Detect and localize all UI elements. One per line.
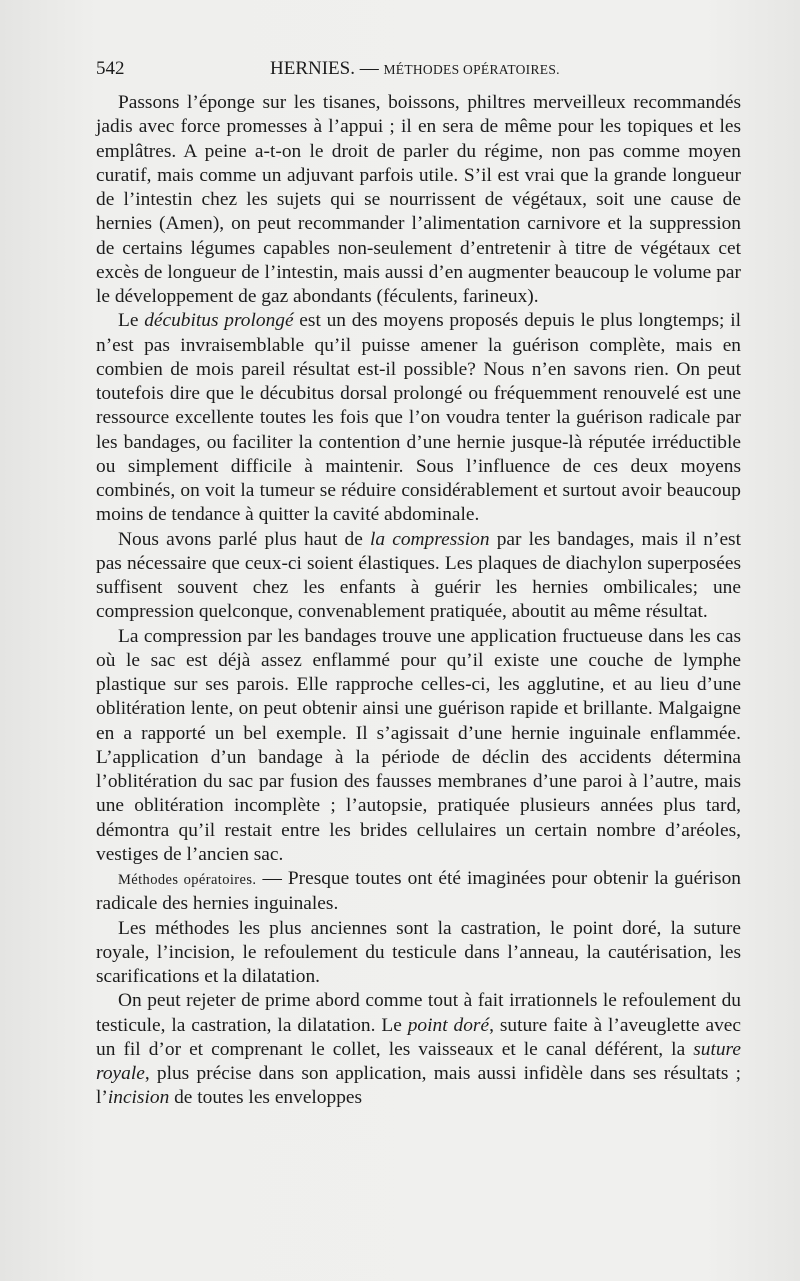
paragraph-text: — Presque toutes ont été imaginées pour obtenir la guérison radicale des hernies inguinales. [96,868,741,915]
running-title [270,58,560,80]
italic-term: incision [107,1087,170,1109]
paragraph-text: Passons l’éponge sur les tisanes, boissons, philtres merveilleux recommandés jadis avec force promesses à l’appui ; il en sera de même pour les topiques et les emplâtres. A peine a-t-on le droit de parler du régime, non pas comme moyen curatif, mais comme un adjuvant parfois utile. S’il est vrai que la grande longueur de l’intestin chez les sujets qui se nourrissent de végétaux, soit une cause de hernies (Amen), on peut recommander l’alimentation carnivore et la suppression de certains légumes capables non-seulement d’entretenir à titre de végétaux cet excès de longueur de l’intestin, mais aussi d’en augmenter beaucoup le volume par le développement de gaz abondants (féculents, farineux). [96,92,741,307]
paragraph-text: Nous avons parlé plus haut de [118,528,370,550]
paragraph-rejected-methods [96,989,741,1110]
paragraph-text: On peut rejeter de prime abord comme tout à fait irrationnels le refoulement du testicule, la castration, la dilatation. Le [96,990,741,1036]
paragraph-compression [96,528,741,625]
paragraph-text: Les méthodes les plus anciennes sont la castration, le point doré, la suture royale, l’incision, le refoulement du testicule dans l’anneau, la cautérisation, les scarifications et la dilatation. [96,917,741,987]
paragraph-text: est un des moyens proposés depuis le plus longtemps; il n’est pas invraisemblable qu’il puisse amener la guérison complète, mais en combien de mois pareil résultat est-il possible? Nous n’en savons rien. On peut toutefois dire que le décubitus dorsal prolongé ou fréquemment renouvelé est une ressource excellente toutes les fois que l’on voudra tenter la guérison radicale par les bandages, ou faciliter la contention d’une hernie jusque-là réputée irréductible ou simplement difficile à maintenir. Sous l’influence de ces deux moyens combinés, on voit la tumeur se réduire considérablement et surtout avoir beaucoup moins de tendance à quitter la cavité abdominale. [96,310,741,526]
section-title: MÉTHODES OPÉRATOIRES. [383,62,560,77]
paragraph-remedies [96,91,741,309]
running-header [96,58,741,86]
paragraph-operative-methods [96,867,741,917]
paragraph-bandages [96,625,741,868]
paragraph-text: , plus précise dans son application, mais aussi infidèle dans ses résultats ; l’ [96,1063,741,1109]
chapter-title: HERNIES. [270,58,355,79]
paragraph-text: Le [118,310,145,332]
italic-term: suture royale [96,1038,741,1084]
title-dash: — [354,58,384,79]
italic-term: la compression [370,528,490,550]
paragraph-decubitus [96,309,741,527]
paragraph-text: par les bandages, mais il n’est pas nécessaire que ceux-ci soient élastiques. Les plaques de diachylon superposées suffisent souvent chez les enfants à guérir les hernies ombilicales; une compression quelconque, convenablement pratiquée, aboutit au même résultat. [96,528,741,623]
italic-term: décubitus prolongé [144,310,294,332]
paragraph-text: de toutes les enveloppes [169,1087,363,1109]
page-number: 542 [96,58,125,79]
section-heading: Méthodes opératoires. [118,872,257,888]
paragraph-text: La compression par les bandages trouve une application fructueuse dans les cas où le sac est déjà assez enflammé pour qu’il existe une couche de lymphe plastique sur ses parois. Elle rapproche celles-ci, les agglutine, et au lieu d’une oblitération lente, on peut obtenir ainsi une guérison rapide et brillante. Malgaigne en a rapporté un bel exemple. Il s’agissait d’une hernie inguinale enflammée. L’application d’un bandage à la période de déclin des accidents détermina l’oblitération du sac par fusion des fausses membranes d’une paroi à l’autre, mais une oblitération incomplète ; l’autopsie, pratiquée plusieurs années plus tard, démontra qu’il restait entre les brides cellulaires un certain nombre d’aréoles, vestiges de l’ancien sac. [96,625,741,865]
paragraph-ancient-methods [96,917,741,990]
paragraph-text: , suture faite à l’aveuglette avec un fil d’or et comprenant le collet, les vaisseaux et le canal déférent, la [96,1014,741,1060]
body-text [96,91,741,1111]
italic-term: point doré [407,1014,490,1036]
